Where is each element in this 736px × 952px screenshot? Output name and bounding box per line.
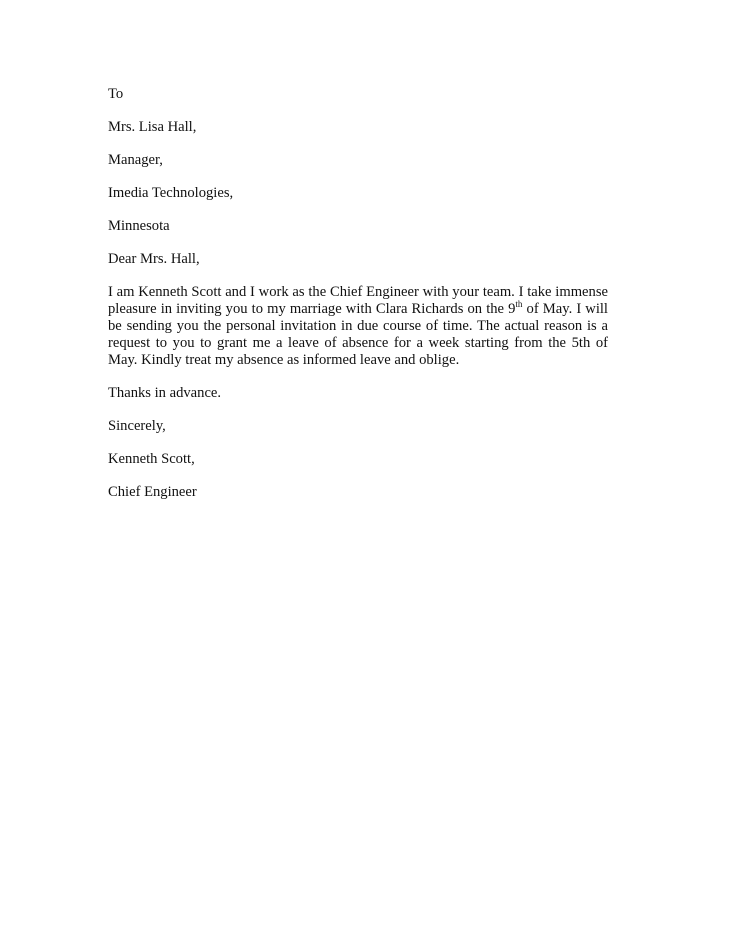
letter-body	[108, 86, 608, 517]
body-text-part1: I am Kenneth Scott and I work as the Chief Engineer with your team. I take immense pleasure in inviting you to my marriage with Clara Richards on the 9	[108, 284, 608, 317]
body-text-part2: of May. I will be sending you the personal invitation in due course of time. The actual reason is a request to you to grant me a leave of absence for a week starting from the 5th of May. Kindly treat my absence as informed leave and oblige.	[108, 301, 608, 368]
greeting: Dear Mrs. Hall,	[108, 251, 200, 267]
body-superscript: th	[515, 299, 523, 310]
body-paragraph	[108, 284, 608, 369]
thanks-line: Thanks in advance.	[108, 385, 222, 401]
recipient-name: Mrs. Lisa Hall,	[108, 119, 197, 135]
recipient-title: Manager,	[108, 152, 163, 168]
sender-name: Kenneth Scott,	[108, 451, 195, 467]
address-to: To	[108, 86, 124, 102]
recipient-company: Imedia Technologies,	[108, 185, 234, 201]
sender-title: Chief Engineer	[108, 484, 197, 500]
recipient-location: Minnesota	[108, 218, 170, 234]
closing: Sincerely,	[108, 418, 166, 434]
